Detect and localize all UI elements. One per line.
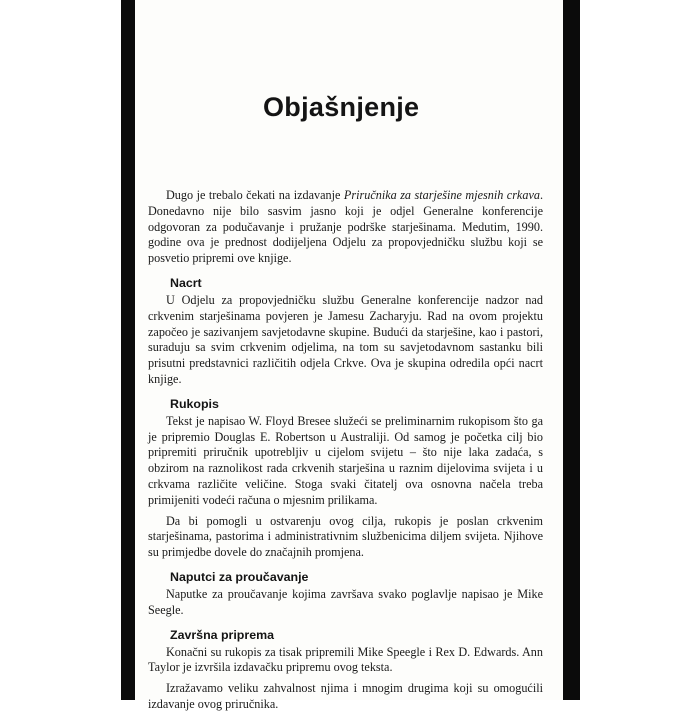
section-heading-naputci: Naputci za proučavanje [170,569,309,584]
intro-paragraph [148,188,543,267]
body-text [148,188,543,713]
rukopis-paragraph-2: Da bi pomogli u ostvarenju ovog cilja, rukopis je poslan crkvenim starješinama, pastorima i administrativnim službenicima diljem svijeta. Njihove su primjedbe dovele do značajnih promjena. [148,513,543,560]
rukopis-paragraph-1: Tekst je napisao W. Floyd Bresee služeći se preliminarnim rukopisom što ga je pripremio Douglas E. Robertson u Australiji. Od samog je početka cilj bio pripremiti priručnik upotrebljiv u cijelom svijetu – što nije laka zadaća, s obzirom na raznolikost rada crkvenih starješina u raznim dijelovima svijeta i u crkvama različite veličine. Stoga svaki čitatelj ova osnovna načela treba primijeniti vodeći računa o mjesnim prilikama. [148,413,543,507]
section-heading-nacrt: Nacrt [170,275,202,290]
section-heading-zavrsna-priprema: Završna priprema [170,627,274,642]
zavrsna-paragraph-1: Konačni su rukopis za tisak pripremili Mike Speegle i Rex D. Edwards. Ann Taylor je izvršila izdavačku pripremu ovog teksta. [148,644,543,675]
zavrsna-paragraph-2: Izražavamo veliku zahvalnost njima i mnogim drugima koji su omogućili izdavanje ovog priručnika. [148,681,543,711]
page-title: Objašnjenje [263,92,420,122]
left-scan-border [121,0,135,700]
intro-text-start: Dugo je trebalo čekati na izdavanje [166,188,344,202]
nacrt-paragraph: U Odjelu za propovjedničku službu Generalne konferencije nadzor nad crkvenim starješinama povjeren je Jamesu Zacharyju. Rad na ovom projektu započeo je sazivanjem savjetodavne skupine. Budući da starješine, kao i pastori, suraduju sa svim crkvenim odjelima, na tom su savjetodavnom sastanku bili prisutni predstavnici različitih odjela Crkve. Ova je skupina odredila opći nacrt knjige. [148,292,543,386]
section-heading-rukopis: Rukopis [170,396,219,411]
right-scan-border [563,0,580,700]
intro-text-end: . Donedavno nije bilo sasvim jasno koji je odjel Generalne konferencije odgovoran za podučavanje i pružanje podrške starješinama. Medutim, 1990. godine ova je prednost dodijeljena Odjelu za propovjedničku službu koji se posvetio pripremi ove knjige. [148,188,543,266]
naputci-paragraph: Naputke za proučavanje kojima završava svako poglavlje napisao je Mike Seegle. [148,586,543,617]
book-title-italic: Priručnika za starješine mjesnih crkava [343,188,540,202]
